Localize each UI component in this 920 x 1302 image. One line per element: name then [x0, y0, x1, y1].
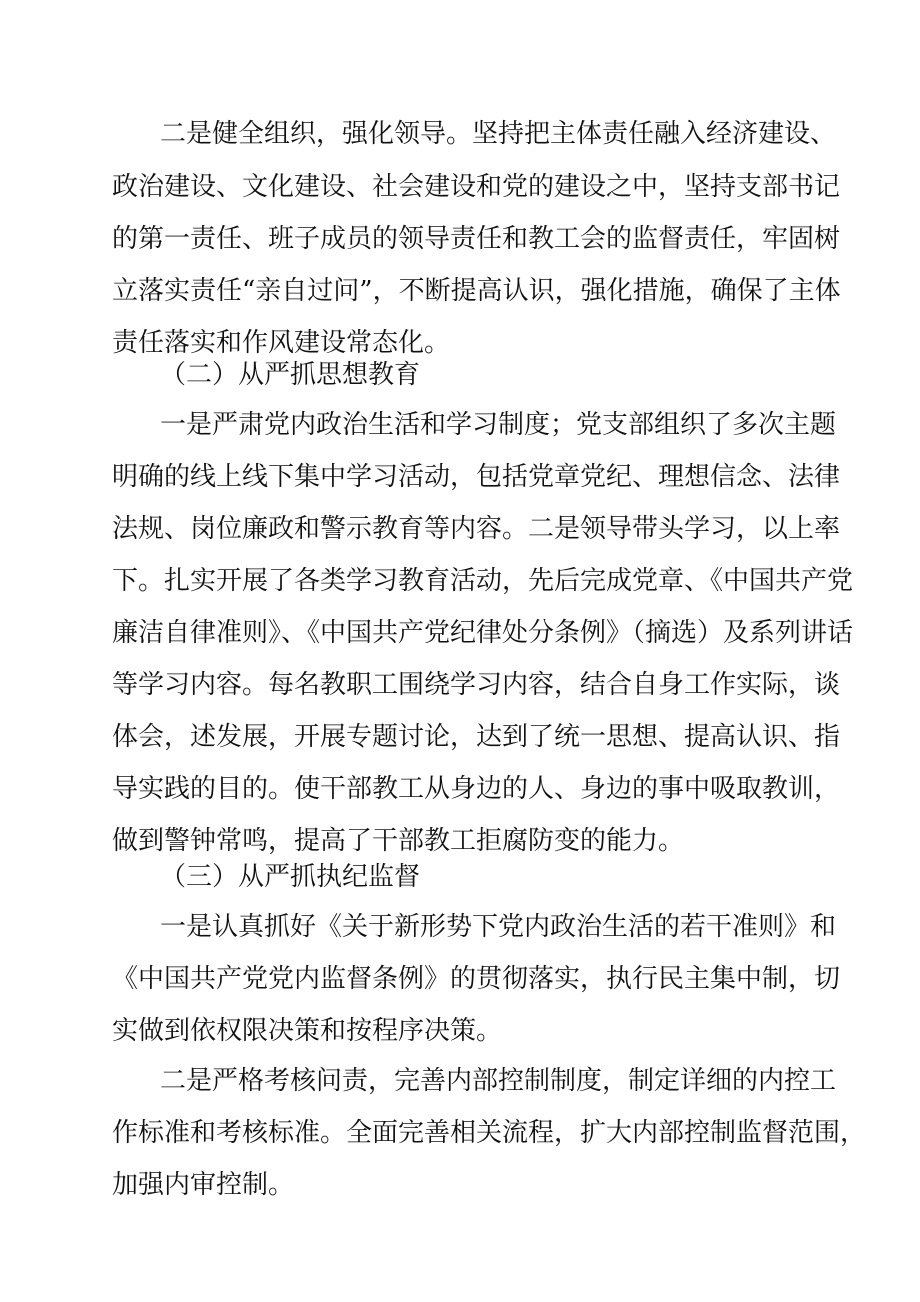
section-heading-3: （三）从严抓执纪监督: [160, 862, 421, 892]
paragraph-line: 《中国共产党党内监督条例》的贯彻落实，执行民主集中制，切: [112, 964, 841, 994]
paragraph-line: 二是严格考核问责，完善内部控制制度，制定详细的内控工: [160, 1066, 837, 1096]
paragraph-line: 下。扎实开展了各类学习教育活动，先后完成党章、《中国共产党: [112, 566, 854, 596]
paragraph-line: 等学习内容。每名教职工围绕学习内容，结合自身工作实际，谈: [112, 670, 841, 700]
paragraph-line: 实做到依权限决策和按程序决策。: [112, 1016, 503, 1046]
paragraph-line: 责任落实和作风建设常态化。: [112, 328, 451, 358]
paragraph-line: 一是认真抓好《关于新形势下党内政治生活的若干准则》和: [160, 912, 837, 942]
paragraph-line: 导实践的目的。使干部教工从身边的人、身边的事中吸取教训，: [112, 774, 841, 804]
paragraph-line: 立落实责任“亲自过问”，不断提高认识，强化措施，确保了主体: [112, 276, 841, 306]
paragraph-line: 做到警钟常鸣，提高了干部教工拒腐防变的能力。: [112, 826, 685, 856]
paragraph-line: 政治建设、文化建设、社会建设和党的建设之中，坚持支部书记: [112, 172, 841, 202]
paragraph-line: 的第一责任、班子成员的领导责任和教工会的监督责任，牢固树: [112, 224, 841, 254]
paragraph-line: 明确的线上线下集中学习活动，包括党章党纪、理想信念、法律: [112, 462, 841, 492]
paragraph-line: 作标准和考核标准。全面完善相关流程，扩大内部控制监督范围，: [112, 1118, 867, 1148]
paragraph-line: 体会，述发展，开展专题讨论，达到了统一思想、提高认识、指: [112, 722, 841, 752]
paragraph-line: 二是健全组织，强化领导。坚持把主体责任融入经济建设、: [160, 119, 837, 149]
paragraph-line: 一是严肃党内政治生活和学习制度；党支部组织了多次主题: [160, 410, 837, 440]
section-heading-2: （二）从严抓思想教育: [160, 360, 421, 390]
paragraph-line: 加强内审控制。: [112, 1170, 295, 1200]
paragraph-line: 廉洁自律准则》、《中国共产党纪律处分条例》（摘选）及系列讲话: [112, 618, 854, 648]
paragraph-line: 法规、岗位廉政和警示教育等内容。二是领导带头学习，以上率: [112, 514, 841, 544]
